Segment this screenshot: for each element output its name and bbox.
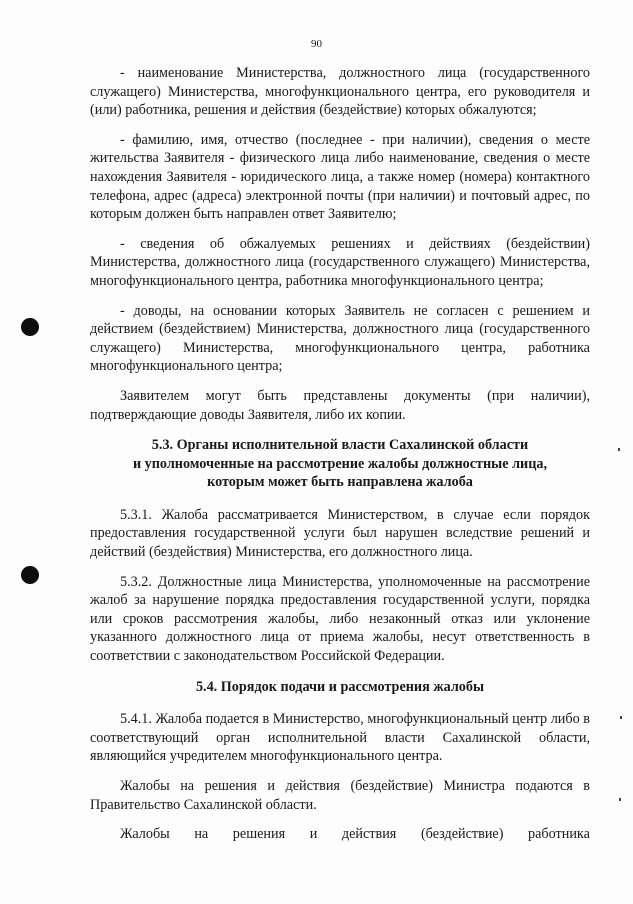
section-heading-5-4: 5.4. Порядок подачи и рассмотрения жалобы [195, 678, 485, 695]
section-heading-5-3 [90, 436, 590, 492]
word: (бездействие) [420, 826, 504, 843]
scan-speck [618, 448, 620, 451]
paragraph: 5.4.1. Жалоба подается в Министерство, многофункциональный центр либо в соответствующий орган исполнительной власти Сахалинской области, являющийся учредителем многофункционального центра. [90, 711, 590, 765]
paragraph: Заявителем могут быть представлены документы (при наличии), подтверждающие доводы Заявителя, либо их копии. [90, 387, 590, 423]
word: работника [528, 826, 590, 843]
word: Жалобы [120, 826, 170, 843]
paragraph: 5.3.2. Должностные лица Министерства, уполномоченные на рассмотрение жалоб за нарушение порядка предоставления государственной услуги, порядка или сроков рассмотрения жалобы, либо незаконный отказ или уклонение указанного должностного лица от приема жалобы, несут ответственность в соответствии с законодательством Российской Федерации. [90, 573, 590, 665]
paragraph: - доводы, на основании которых Заявитель не согласен с решением и действием (бездействием) Министерства, должностного лица (государственного служащего) Министерства, многофункционального центра, работника многофункционального центра; [90, 302, 590, 375]
heading-line: 5.3. Органы исполнительной власти Сахалинской области [151, 437, 529, 454]
scan-speck [620, 716, 622, 719]
word: решения [232, 826, 286, 843]
punch-hole [21, 566, 39, 584]
paragraph: - наименование Министерства, должностного лица (государственного служащего) Министерства, многофункционального центра, его руководителя и (или) работника, решения и действия (бездействие) которых обжалуются; [90, 65, 590, 119]
heading-line: и уполномоченные на рассмотрение жалобы должностные лица, [132, 455, 548, 472]
word: действия [341, 826, 397, 843]
punch-hole [21, 318, 39, 336]
document-body [90, 64, 590, 844]
paragraph: - фамилию, имя, отчество (последнее - при наличии), сведения о месте жительства Заявителя - физического лица либо наименование, сведения о месте нахождения Заявителя - юридического лица, а также номер (номера) контактного телефона, адрес (адреса) электронной почты (при наличии) и почтовый адрес, по которым должен быть направлен ответ Заявителю; [90, 131, 590, 223]
word: и [309, 826, 318, 843]
paragraph: 5.3.1. Жалоба рассматривается Министерством, в случае если порядок предоставления государственной услуги был нарушен вследствие решений и действий (бездействия) Министерства, его должностного лица. [90, 506, 590, 561]
paragraph-start [90, 825, 590, 844]
page-number: 90 [311, 38, 322, 50]
heading-line: которым может быть направлена жалоба [207, 474, 473, 491]
paragraph: - сведения об обжалуемых решениях и действиях (бездействии) Министерства, должностного лица (государственного служащего) Министерства, многофункционального центра, работника многофункционального центра; [90, 235, 590, 289]
paragraph: Жалобы на решения и действия (бездействие) Министра подаются в Правительство Сахалинской области. [90, 778, 590, 813]
scan-speck [619, 798, 621, 801]
word: на [194, 826, 209, 843]
